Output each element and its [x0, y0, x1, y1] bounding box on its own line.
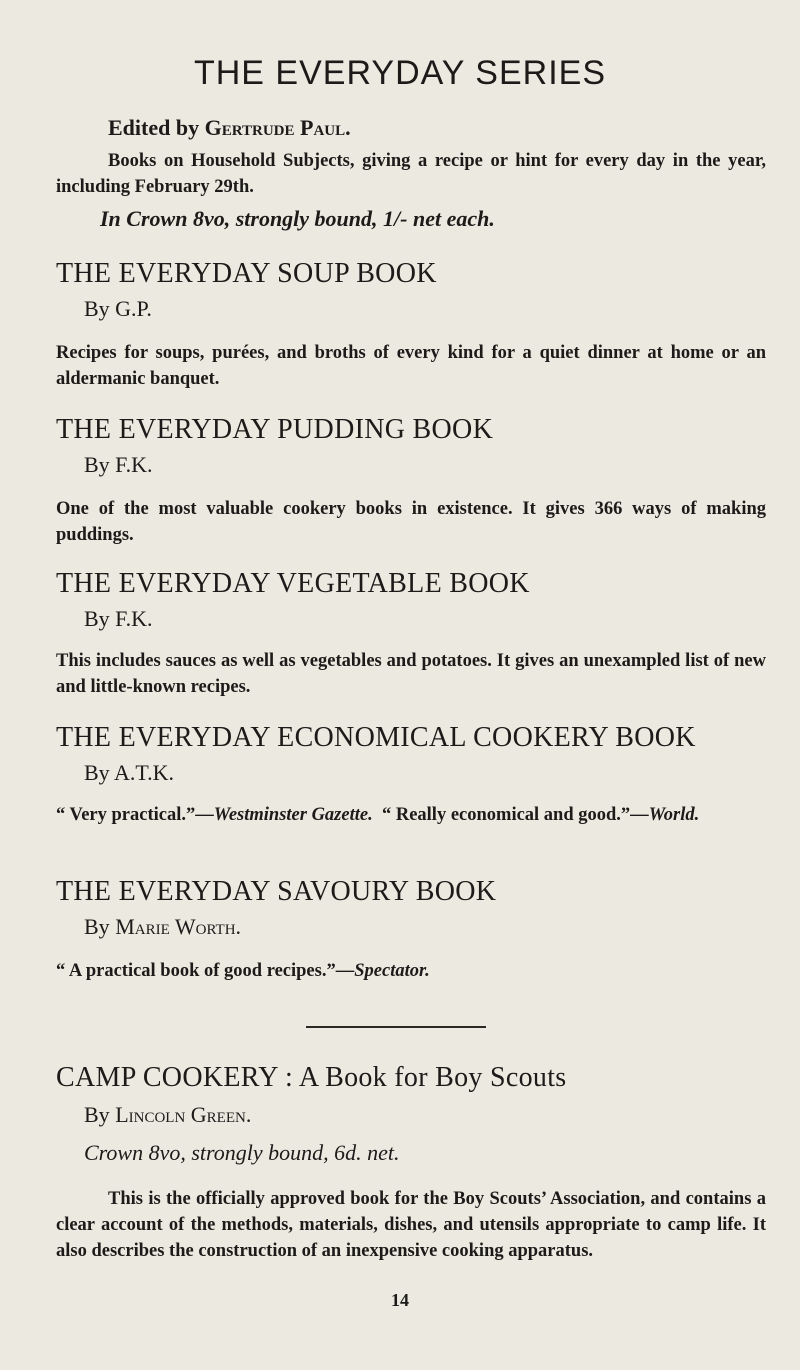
book-description-vegetable: This includes sauces as well as vegetables and potatoes. It gives an unexampled list of new and little-known recipes. [56, 651, 766, 697]
review-source: World. [648, 805, 700, 825]
review-quote: “ A practical book of good recipes.”— [56, 961, 355, 981]
book-format-camp: Crown 8vo, strongly bound, 6d. net. [84, 1140, 400, 1165]
section-divider [306, 1026, 486, 1028]
book-byline-camp [84, 1102, 251, 1128]
book-title-savoury: THE EVERYDAY SAVOURY BOOK [56, 876, 497, 907]
review-quote: “ Really economical and good.”— [381, 805, 649, 825]
review-source: Westminster Gazette. [213, 805, 373, 825]
book-title-soup: THE EVERYDAY SOUP BOOK [56, 258, 437, 289]
page-number: 14 [391, 1290, 409, 1310]
editor-prefix: Edited by [108, 115, 205, 140]
series-description: Books on Household Subjects, giving a recipe or hint for every day in the year, including February 29th. [56, 151, 766, 197]
byline-author: Marie Worth. [115, 914, 242, 939]
series-editor [108, 115, 351, 141]
editor-name: Gertrude Paul. [204, 115, 351, 140]
book-byline-vegetable: By F.K. [84, 606, 153, 631]
series-format: In Crown 8vo, strongly bound, 1/- net each. [100, 206, 495, 231]
series-title: THE EVERYDAY SERIES [193, 54, 607, 92]
book-byline-soup: By G.P. [84, 296, 152, 321]
byline-prefix: By [84, 1102, 116, 1127]
byline-prefix: By [84, 914, 116, 939]
review-quote: “ Very practical.”— [56, 805, 214, 825]
book-byline-pudding: By F.K. [84, 452, 153, 477]
book-title-vegetable: THE EVERYDAY VEGETABLE BOOK [56, 568, 530, 599]
book-byline-economical: By A.T.K. [84, 760, 175, 785]
book-title-camp: CAMP COOKERY : A Book for Boy Scouts [56, 1062, 567, 1093]
book-title-pudding: THE EVERYDAY PUDDING BOOK [56, 414, 494, 445]
book-reviews-economical [56, 802, 766, 828]
book-review-savoury [56, 958, 766, 984]
byline-author: Lincoln Green. [115, 1102, 252, 1127]
book-byline-savoury [84, 914, 241, 940]
book-description-pudding: One of the most valuable cookery books in existence. It gives 366 ways of making puddings. [56, 499, 766, 545]
book-description-camp: This is the officially approved book for the Boy Scouts’ Association, and contains a clear account of the methods, materials, dishes, and utensils appropriate to camp life. It also describes the construction of an inexpensive cooking apparatus. [56, 1189, 766, 1261]
book-description-soup: Recipes for soups, purées, and broths of every kind for a quiet dinner at home or an aldermanic banquet. [56, 343, 766, 389]
review-source: Spectator. [354, 961, 430, 981]
book-title-economical: THE EVERYDAY ECONOMICAL COOKERY BOOK [56, 722, 696, 753]
